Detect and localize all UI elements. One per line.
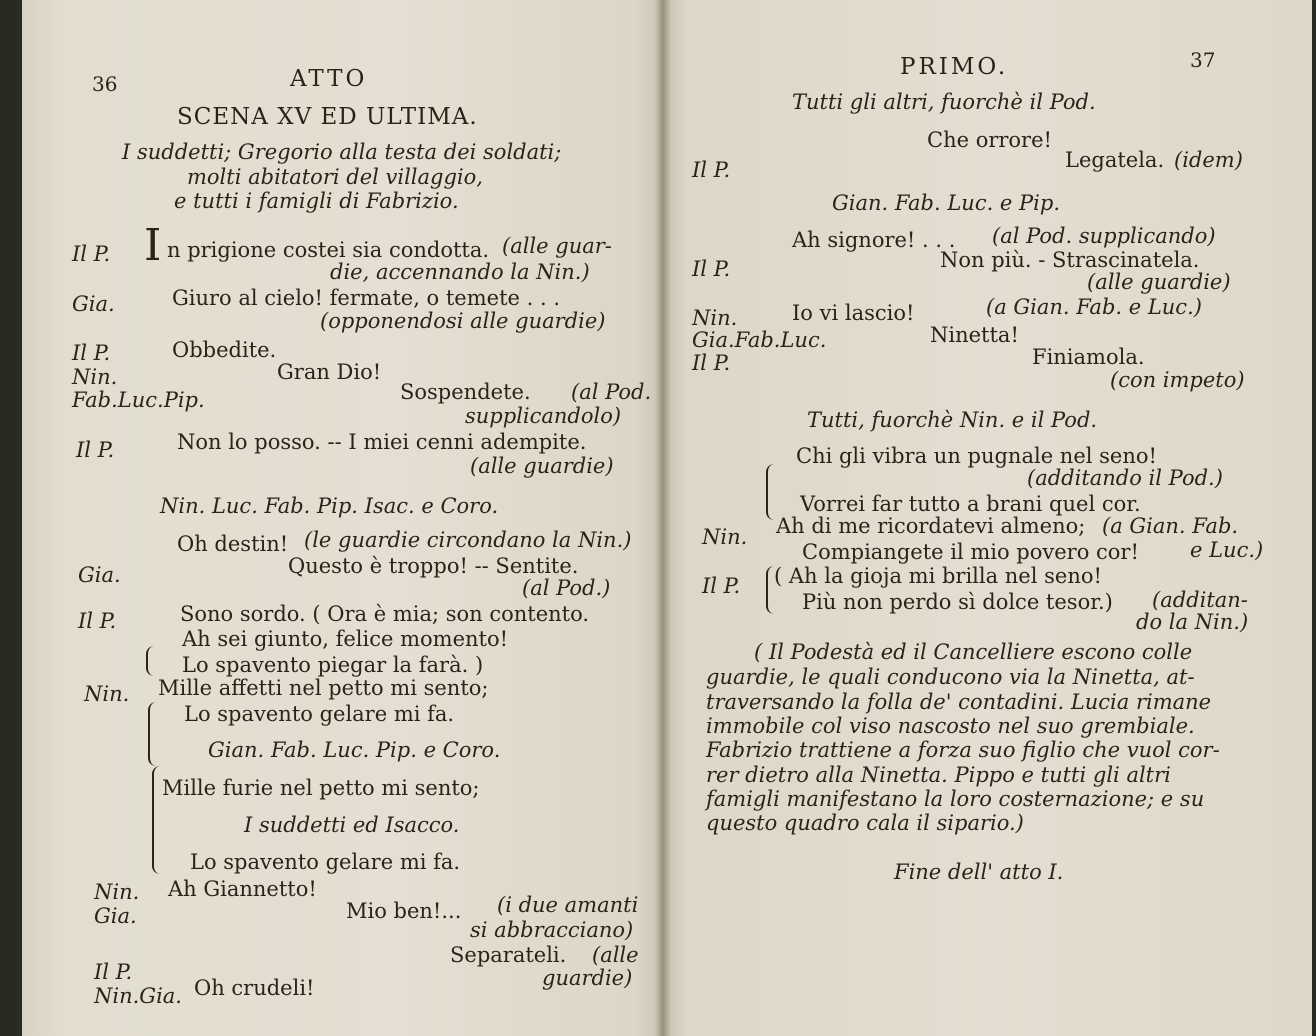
stage-intro-line: I suddetti; Gregorio alla testa dei soldati; (122, 140, 562, 164)
verse-line: Legatela. (1065, 148, 1165, 172)
verse-line: Ah signore! . . . (792, 228, 956, 252)
stage-direction: (idem) (1174, 148, 1243, 172)
verse-line: ( Ah la gioja mi brilla nel seno! (774, 564, 1102, 588)
brace (766, 464, 778, 520)
ensemble-heading: Tutti gli altri, fuorchè il Pod. (792, 90, 1096, 114)
speaker: Nin.Gia. (94, 984, 182, 1008)
stage-direction: (opponendosi alle guardie) (320, 309, 606, 333)
verse-line: Questo è troppo! -- Sentite. (288, 554, 579, 578)
stage-direction-paragraph: questo quadro cala il sipario.) (706, 811, 1024, 835)
stage-direction-paragraph: ( Il Podestà ed il Cancelliere escono colle (754, 640, 1193, 664)
stage-direction-paragraph: guardie, le quali conducono via la Ninetta, at- (706, 665, 1195, 689)
verse-line: Ah di me ricordatevi almeno; (776, 514, 1086, 538)
stage-direction-paragraph: famigli manifestano la loro costernazione; e su (706, 787, 1205, 811)
stage-direction: e Luc.) (1190, 538, 1264, 562)
stage-direction: (alle guardie) (470, 454, 614, 478)
stage-direction: (a Gian. Fab. (1102, 514, 1239, 538)
speaker: Nin. (702, 525, 748, 549)
brace (148, 702, 160, 766)
stage-direction: supplicandolo) (465, 404, 622, 428)
stage-direction-paragraph: traversando la folla de' contadini. Lucia rimane (706, 690, 1212, 714)
verse-line: Io vi lascio! (792, 301, 915, 325)
verse-line: Mille furie nel petto mi sento; (162, 776, 480, 800)
speaker: Nin. (692, 306, 738, 330)
speaker: Fab.Luc.Pip. (72, 388, 205, 412)
verse-line: Lo spavento gelare mi fa. (184, 702, 455, 726)
verse-line: Separateli. (450, 943, 567, 967)
verse-line: Compiangete il mio povero cor! (802, 540, 1139, 564)
speaker: Gia.Fab.Luc. (692, 328, 827, 352)
stage-direction-paragraph: Fabrizio trattiene a forza suo figlio che vuol cor- (706, 738, 1220, 762)
verse-line: Finiamola. (1032, 345, 1145, 369)
speaker: Il P. (702, 574, 741, 598)
stage-direction: (i due amanti (497, 893, 639, 917)
stage-direction: si abbracciano) (470, 918, 634, 942)
verse-line: Non più. - Strascinatela. (940, 248, 1200, 272)
page-number: 36 (92, 72, 118, 96)
verse-line: Sospendete. (400, 380, 531, 404)
verse-line: Ah sei giunto, felice momento! (182, 627, 509, 651)
speaker: Nin. (72, 365, 118, 389)
speaker: Il P. (94, 960, 133, 984)
verse-line: Ah Giannetto! (168, 877, 317, 901)
stage-direction: (alle guardie) (1087, 270, 1231, 294)
running-head: ATTO (290, 66, 368, 92)
verse-line: Ninetta! (930, 323, 1019, 347)
speaker: Gia. (72, 292, 115, 316)
gutter-shadow (655, 0, 671, 1036)
stage-direction: (al Pod. supplicando) (992, 224, 1216, 248)
running-head: PRIMO. (900, 54, 1009, 80)
speaker: Il P. (692, 158, 731, 182)
right-page (662, 0, 1312, 1036)
stage-direction: (le guardie circondano la Nin.) (304, 528, 632, 552)
verse-line: Mio ben!... (346, 899, 462, 923)
ensemble-heading: Gian. Fab. Luc. Pip. e Coro. (208, 738, 501, 762)
verse-line: Più non perdo sì dolce tesor.) (802, 590, 1113, 614)
stage-direction: (con impeto) (1110, 368, 1245, 392)
stage-direction-paragraph: immobile col viso nascosto nel suo grembiale. (706, 714, 1195, 738)
speaker: Gia. (78, 563, 121, 587)
stage-direction: (alle (592, 943, 639, 967)
stage-direction: guardie) (542, 966, 633, 990)
stage-direction: (al Pod.) (522, 576, 611, 600)
brace (766, 566, 778, 614)
page-number: 37 (1190, 48, 1216, 72)
verse-line: Sono sordo. ( Ora è mia; son contento. (180, 602, 590, 626)
speaker: Gia. (94, 904, 137, 928)
speaker: Nin. (94, 880, 140, 904)
speaker: Il P. (76, 438, 115, 462)
stage-direction-paragraph: rer dietro alla Ninetta. Pippo e tutti gli altri (706, 763, 1171, 787)
left-page (22, 0, 662, 1036)
ensemble-heading: Gian. Fab. Luc. e Pip. (832, 191, 1060, 215)
ensemble-heading: Nin. Luc. Fab. Pip. Isac. e Coro. (160, 494, 499, 518)
brace (146, 646, 158, 676)
speaker: Nin. (84, 682, 130, 706)
stage-intro-line: molti abitatori del villaggio, (187, 165, 483, 189)
speaker: Il P. (72, 242, 111, 266)
speaker: Il P. (692, 257, 731, 281)
stage-direction: (a Gian. Fab. e Luc.) (986, 295, 1202, 319)
stage-direction: (additan- (1152, 588, 1248, 612)
verse-line: Giuro al cielo! fermate, o temete . . . (172, 286, 560, 310)
verse-line: Non lo posso. -- I miei cenni adempite. (177, 430, 587, 454)
verse-line: n prigione costei sia condotta. (167, 238, 490, 262)
drop-cap: I (144, 220, 162, 271)
scene-title: SCENA XV ED ULTIMA. (177, 104, 478, 130)
verse-line: Lo spavento gelare mi fa. (190, 850, 461, 874)
end-of-act: Fine dell' atto I. (894, 860, 1064, 884)
ensemble-heading: Tutti, fuorchè Nin. e il Pod. (807, 408, 1098, 432)
verse-line: Oh crudeli! (194, 976, 315, 1000)
stage-direction: (alle guar- (502, 234, 612, 258)
speaker: Il P. (78, 609, 117, 633)
verse-line: Gran Dio! (277, 360, 382, 384)
speaker: Il P. (692, 351, 731, 375)
stage-direction: do la Nin.) (1136, 610, 1249, 634)
ensemble-heading: I suddetti ed Isacco. (244, 813, 460, 837)
stage-direction: (al Pod. (571, 380, 652, 404)
verse-line: Vorrei far tutto a brani quel cor. (800, 492, 1141, 516)
speaker: Il P. (72, 341, 111, 365)
verse-line: Che orrore! (927, 128, 1052, 152)
verse-line: Mille affetti nel petto mi sento; (158, 676, 489, 700)
verse-line: Lo spavento piegar la farà. ) (182, 653, 484, 677)
stage-direction: (additando il Pod.) (1027, 466, 1223, 490)
verse-line: Oh destin! (177, 532, 289, 556)
verse-line: Obbedite. (172, 338, 277, 362)
stage-direction: die, accennando la Nin.) (330, 260, 590, 284)
stage-intro-line: e tutti i famigli di Fabrizio. (174, 189, 459, 213)
verse-line: Chi gli vibra un pugnale nel seno! (796, 444, 1157, 468)
